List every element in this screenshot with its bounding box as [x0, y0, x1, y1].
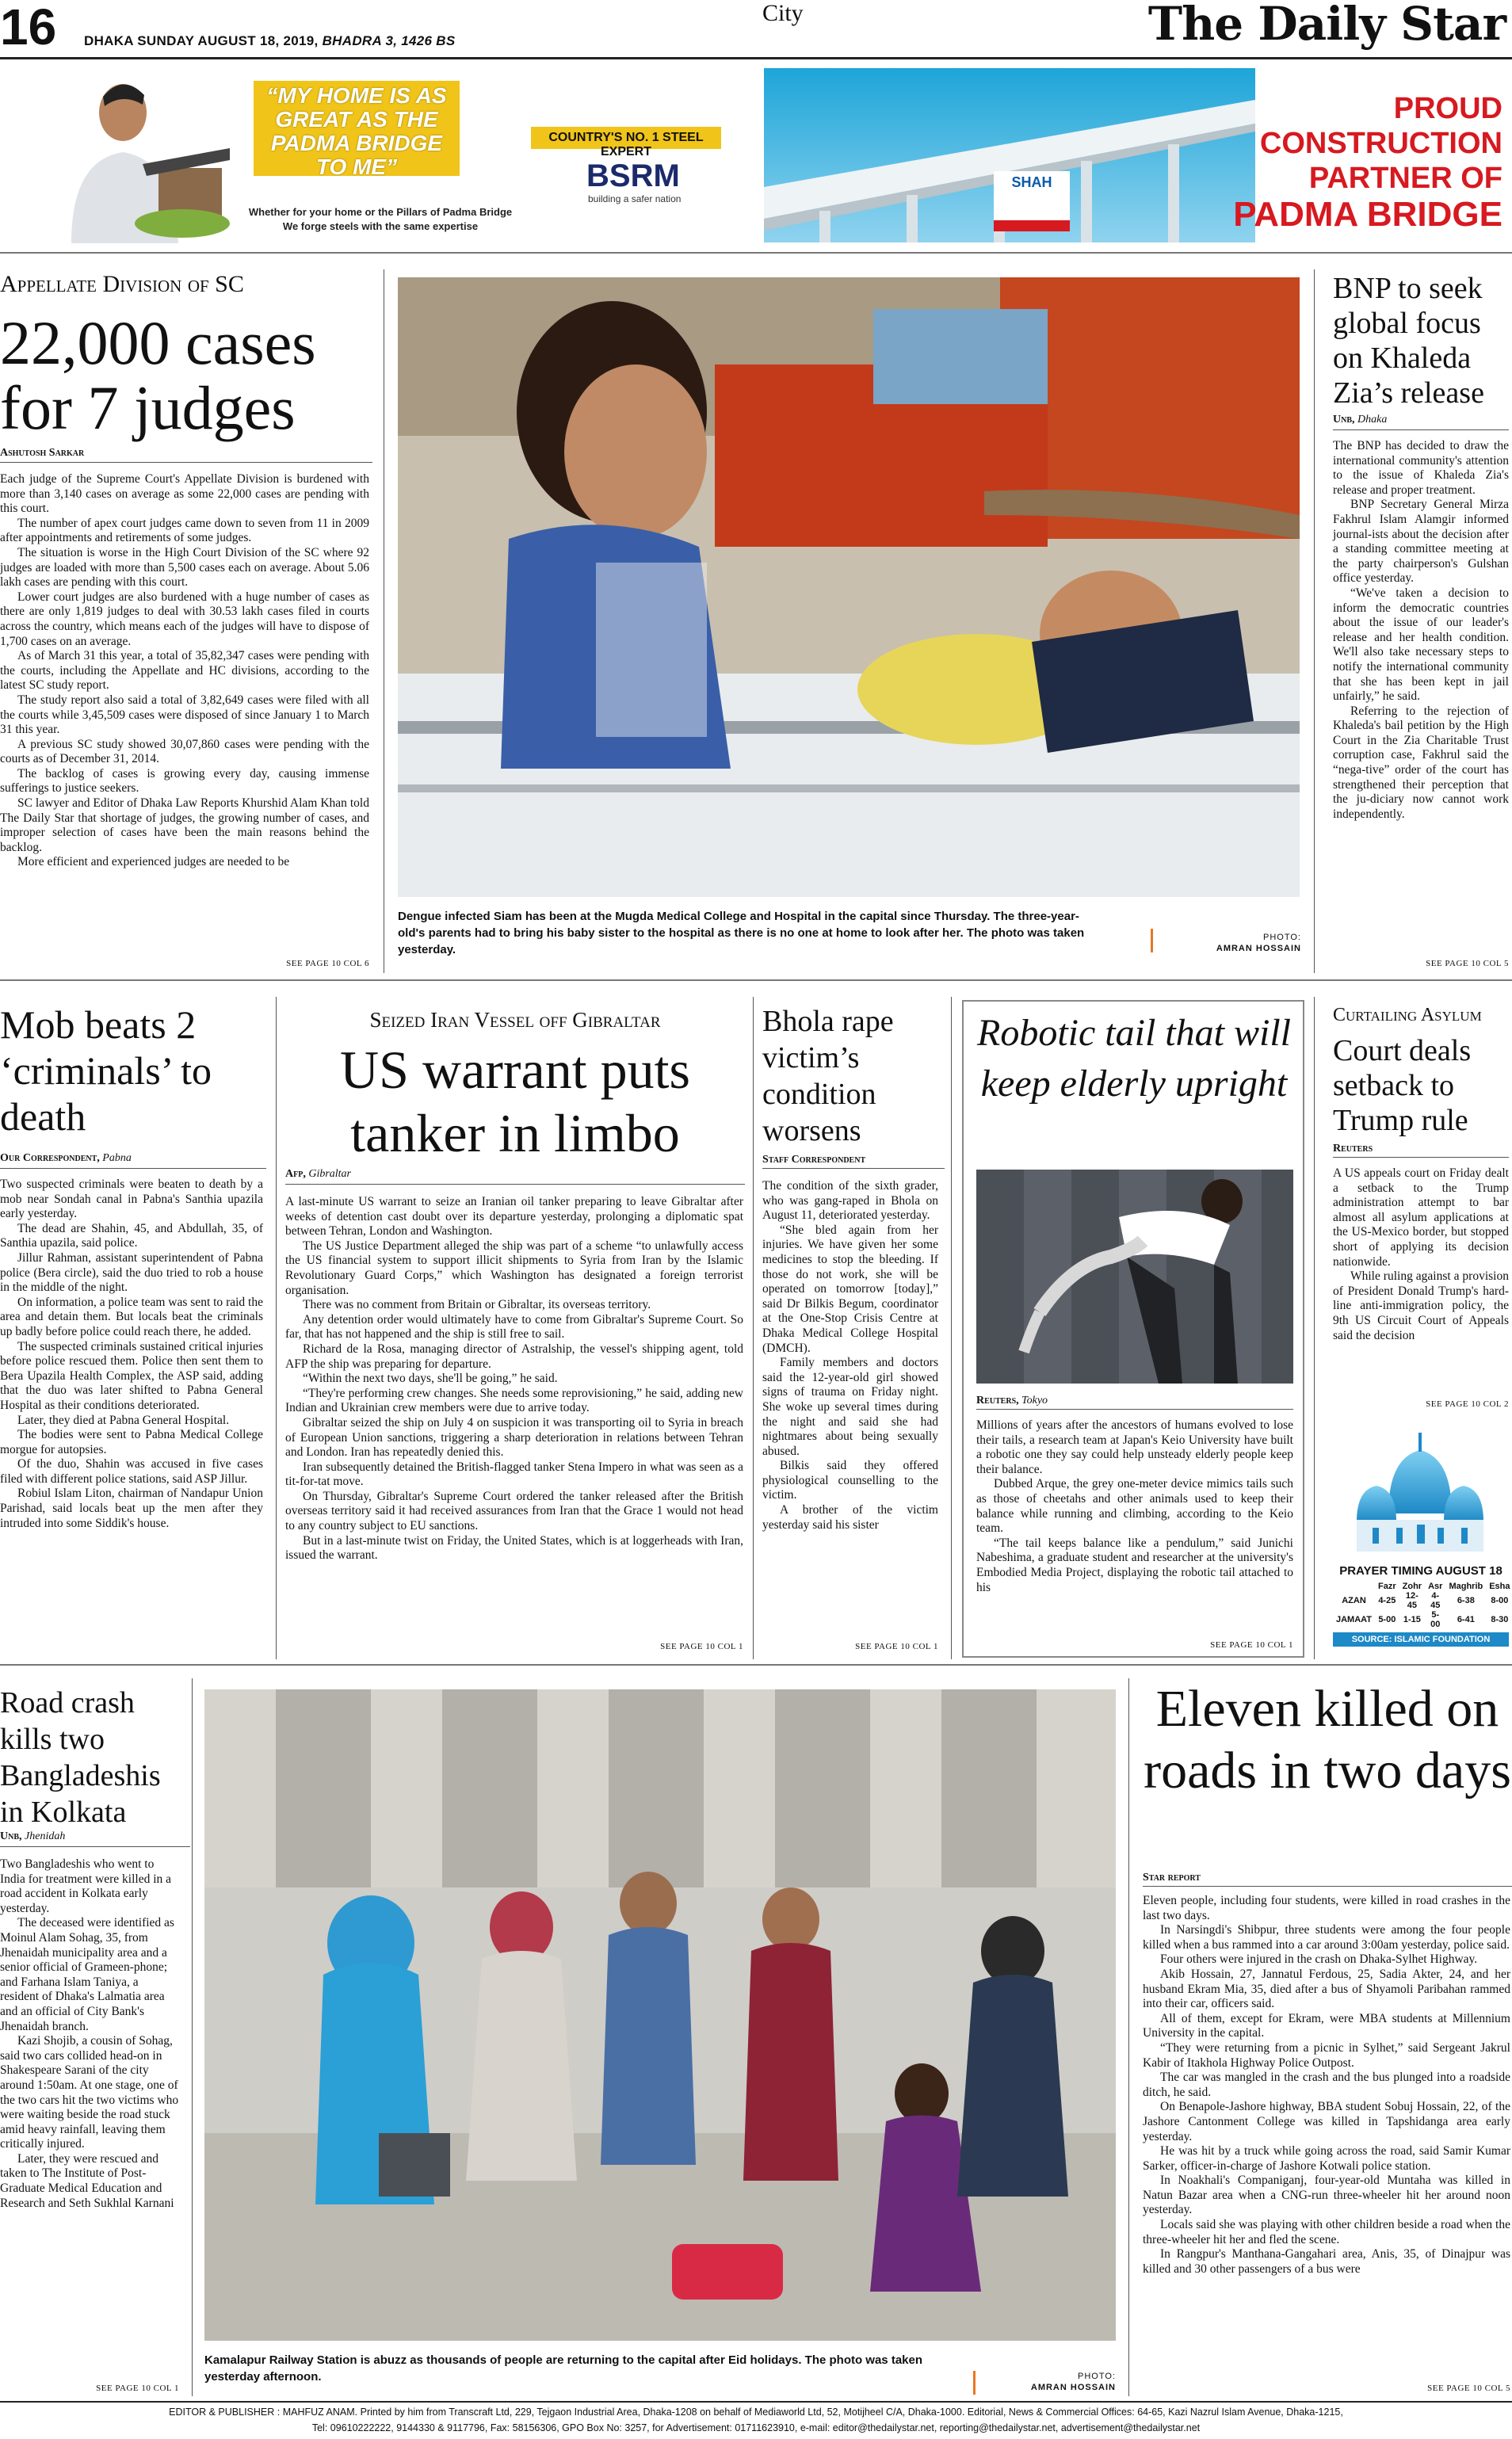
paragraph: “She bled again from her injuries. We have given her some medicines to stop the bleeding. If those do not work, she will be operated on tomorrow [today],” said Dr Bilkis Begum, coordinator at the One-Stop Crisis Centre at Dhaka Medical College Hospital (DMCH).	[762, 1223, 938, 1355]
paragraph: Four others were injured in the crash on Dhaka-Sylhet Highway.	[1160, 1952, 1478, 1967]
byline-name: Unb,	[0, 1830, 22, 1842]
section-name: City	[762, 0, 804, 26]
paragraph: The bodies were sent to Pabna Medical College morgue for autopsies.	[0, 1428, 263, 1456]
row-rule-2	[0, 1664, 1512, 1666]
shah-logo-text: SHAH	[1011, 174, 1052, 190]
dengue-caption: Dengue infected Siam has been at the Mugda Medical College and Hospital in the capital since Thursday. The three-year-old's parents had to bring his baby sister to the hospital as there is no one at home to look after her. The photo was taken yesterday.	[398, 910, 1085, 956]
paragraph: Iran subsequently detained the British-flagged tanker Stena Impero in what was seen as a tit-for-tat move.	[285, 1460, 743, 1489]
trump-jump[interactable]: SEE PAGE 10 COL 2	[1426, 1399, 1509, 1409]
prayer-cell: AZAN	[1342, 1596, 1366, 1605]
bnp-byline: Unb, Dhaka	[1333, 414, 1388, 426]
dengue-photo	[398, 277, 1300, 897]
paragraph: Richard de la Rosa, managing director of Astralship, the vessel's shipping agent, told AFP the ship was preparing for departure.	[285, 1342, 743, 1371]
bhola-jump[interactable]: SEE PAGE 10 COL 1	[855, 1642, 938, 1651]
trump-byline: Reuters	[1333, 1143, 1373, 1155]
prayer-row	[1333, 1610, 1512, 1629]
byline-place: Dhaka	[1357, 414, 1388, 426]
paragraph: “Within the next two days, she'll be going,” he said.	[303, 1372, 558, 1386]
col-rule	[753, 997, 754, 1659]
paragraph: But in a last-minute twist on Friday, the United States, which is at loggerheads with Iran, issued the warrant.	[285, 1533, 743, 1563]
station-caption: Kamalapur Railway Station is abuzz as thousands of people are returning to the capital after Eid holidays. The photo was taken yesterday afternoon.	[204, 2353, 923, 2384]
ad-person-graphic	[48, 73, 230, 243]
mob-byline	[0, 1152, 132, 1165]
cases-body	[0, 472, 369, 870]
prayer-header: Fazr	[1378, 1582, 1396, 1591]
paragraph: Kazi Shojib, a cousin of Sohag, said two cars collided head-on in Shakespeare Sarani of the city around 1:50am. At one stage, one of the two cars hit the two victims who were waiting beside the road stuck amid heavy rainfall, leaving them critically injured.	[0, 2034, 179, 2151]
paragraph: Later, they died at Pabna General Hospital.	[17, 1413, 230, 1427]
paragraph: Lower court judges are also burdened with a huge number of cases as there are only 1,819 judges to deal with 30.53 lakh cases filed in courts across the country, which means each of the judges will have to dispose of 1,700 cases on an average.	[0, 590, 369, 648]
prayer-cell: 1-15	[1403, 1615, 1421, 1624]
prayer-header	[1333, 1582, 1375, 1591]
ad-line-1: PROUD	[1393, 92, 1502, 125]
prayer-header-row	[1333, 1582, 1512, 1591]
prayer-title: PRAYER TIMING AUGUST 18	[1339, 1564, 1502, 1578]
prayer-header: Zohr	[1402, 1582, 1422, 1591]
paragraph: BNP Secretary General Mirza Fakhrul Islam Alamgir informed journal-ists about the decision after a standing committee meeting at the party chairperson's Gulshan office yesterday.	[1333, 498, 1509, 586]
paragraph: The BNP has decided to draw the international community's attention to the issue of Khaleda Zia's release and proper treatment.	[1333, 439, 1509, 497]
bhola-byline: Staff Correspondent	[762, 1154, 866, 1166]
prayer-header: Esha	[1489, 1582, 1510, 1591]
paragraph: A brother of the victim yesterday said his sister	[762, 1503, 938, 1532]
paragraph: “They're performing crew changes. She needs some reprovisioning,” he said, adding new Indian and Ukrainian crew members were due to arrive today.	[285, 1386, 743, 1415]
eleven-byline-rule	[1143, 1886, 1512, 1887]
cases-headline[interactable]: 22,000 cases for 7 judges	[0, 308, 316, 442]
eleven-headline[interactable]: Eleven killed on roads in two days	[1144, 1680, 1511, 1800]
robotic-byline-rule	[976, 1409, 1293, 1410]
mob-byline-rule	[0, 1168, 266, 1169]
dengue-photo-graphic	[398, 277, 1300, 897]
paragraph: Two Bangladeshis who went to India for treatment were killed in a road accident in Kolkata early yesterday.	[0, 1857, 172, 1915]
mob-body	[0, 1178, 263, 1531]
paragraph: SC lawyer and Editor of Dhaka Law Reports Khurshid Alam Khan told The Daily Star that shortage of judges, the growing number of cases, and improper selection of cases have been the main reasons behind the backlog.	[0, 796, 369, 854]
caption-tick	[973, 2371, 976, 2395]
kolkata-byline-rule	[0, 1846, 190, 1847]
bsrm-logo-sub: building a safer nation	[588, 193, 682, 204]
paragraph: Each judge of the Supreme Court's Appellate Division is burdened with more than 3,140 cases on average as some 22,000 cases are pending with this court.	[0, 472, 369, 516]
footer-rule	[0, 2401, 1512, 2403]
prayer-row	[1333, 1591, 1512, 1610]
paragraph: Dubbed Arque, the grey one-meter device mimics tails such as those of cheetahs and other animals used to keep their balance while running and climbing, according to the Keio team.	[976, 1477, 1293, 1536]
station-credit	[983, 2371, 1116, 2393]
paragraph: He was hit by a truck while going across the road, said Samir Kumar Sarker, officer-in-charge of Jashore Kotwali police station.	[1143, 2144, 1510, 2173]
row-rule-1	[0, 979, 1512, 981]
credit-name: AMRAN HOSSAIN	[1030, 2383, 1116, 2392]
brand-logo: The Daily Star	[1147, 0, 1506, 51]
prayer-source: SOURCE: ISLAMIC FOUNDATION	[1333, 1632, 1509, 1647]
paragraph: On Benapole-Jashore highway, BBA student Sobuj Hossain, 22, of the Jashore Cantonment College was killed in Tapshidanga area early yesterday.	[1143, 2100, 1510, 2143]
paragraph: There was no comment from Britain or Gibraltar, its overseas territory.	[303, 1298, 651, 1312]
paragraph: In Narsingdi's Shibpur, three students were among the four people killed when a bus rammed into a car around 3:00am yesterday, police said.	[1143, 1923, 1510, 1952]
tanker-kicker: Seized Iran Vessel off Gibraltar	[369, 1008, 661, 1032]
robotic-photo-graphic	[976, 1170, 1293, 1384]
byline-name: Afp,	[285, 1168, 306, 1180]
paragraph: Of the duo, Shahin was accused in five cases filed with different police stations, said ASP Jillur.	[0, 1457, 263, 1486]
byline-place: Gibraltar	[308, 1168, 352, 1180]
paragraph: While ruling against a provision of President Donald Trump's hard-line anti-immigration policy, the 9th US Circuit Court of Appeals said the decision	[1333, 1269, 1509, 1342]
eleven-jump[interactable]: SEE PAGE 10 COL 5	[1427, 2384, 1510, 2393]
paragraph: The suspected criminals sustained critical injuries before police rescued them. Police then sent them to Bera Upazila Health Complex, the ASP said, adding that the duo was later shifted to Pabna General Hospital as their conditions deteriorated.	[0, 1339, 263, 1412]
paragraph: Gibraltar seized the ship on July 4 on suspicion it was transporting oil to Syria in breach of European Union sanctions, triggering a sharp deterioration in relations between Tehran and London. Iran has repeatedly denied this.	[285, 1415, 743, 1460]
robotic-headline[interactable]: Robotic tail that will keep elderly upright	[977, 1012, 1291, 1105]
paragraph: All of them, except for Ekram, were MBA students at Millennium University in the capital.	[1143, 2011, 1510, 2040]
dateline	[84, 33, 456, 49]
paragraph: Bilkis said they offered physiological counselling to the victim.	[762, 1459, 938, 1502]
tanker-byline-rule	[285, 1184, 745, 1185]
eleven-byline: Star report	[1143, 1872, 1201, 1884]
prayer-table	[1333, 1582, 1512, 1629]
paragraph: A previous SC study showed 30,07,860 cases were pending with the courts as of December 31, 2014.	[0, 737, 369, 766]
station-photo	[204, 1689, 1116, 2341]
paragraph: In Rangpur's Manthana-Gangahari area, Anis, 35, of Dinajpur was killed and 30 other passengers of a bus were	[1143, 2247, 1510, 2276]
dateline-bs: BHADRA 3, 1426 BS	[322, 33, 456, 48]
paragraph: Referring to the rejection of Khaleda's bail petition by the High Court in the Zia Charitable Trust corruption case, Fakhrul said the “nega-tive” order of the court has strengthened their perception that the ju-diciary now cannot work independently.	[1333, 704, 1509, 821]
paragraph: Locals said she was playing with other children beside a road when the three-wheeler hit her and fled the scene.	[1143, 2218, 1510, 2246]
kolkata-jump[interactable]: SEE PAGE 10 COL 1	[96, 2384, 179, 2393]
col-rule	[1314, 269, 1315, 973]
footer-line-1: EDITOR & PUBLISHER : MAHFUZ ANAM. Printed by him from Transcraft Ltd, 229, Tejgaon Industrial Area, Dhaka-1208 on behalf of Mediaworld Ltd, 52, Motijheel C/A, Dhaka-1000. Editorial, News & Commercial Offices: 64-65, Kazi Nazrul Islam Avenue, Dhaka-1215,	[169, 2407, 1343, 2418]
cases-byline: Ashutosh Sarkar	[0, 447, 85, 459]
prayer-cell: 6-41	[1457, 1615, 1475, 1624]
robotic-byline	[976, 1395, 1048, 1407]
prayer-cell: 6-38	[1457, 1596, 1475, 1605]
ads-rule	[0, 252, 1512, 254]
shah-logo-sub: CEMENT	[1013, 208, 1051, 217]
ad-line-2: CONSTRUCTION	[1259, 127, 1502, 160]
col-rule	[951, 997, 952, 1659]
col-rule	[276, 997, 277, 1659]
kolkata-byline	[0, 1830, 65, 1843]
prayer-box	[1333, 1418, 1509, 1656]
bnp-body	[1333, 439, 1509, 822]
tanker-body	[285, 1195, 743, 1563]
prayer-header: Maghrib	[1449, 1582, 1483, 1591]
credit-label: PHOTO:	[1263, 933, 1301, 942]
bhola-byline-rule	[762, 1168, 945, 1169]
mob-headline[interactable]: Mob beats 2 ‘criminals’ to death	[0, 1002, 212, 1139]
paragraph: A last-minute US warrant to seize an Iranian oil tanker preparing to leave Gibraltar after weeks of detention cast doubt over its departure yesterday, prolonging a diplomatic spat between Tehran, London and Washington.	[285, 1195, 743, 1239]
prayer-cell: JAMAAT	[1336, 1615, 1373, 1624]
paragraph: Later, they were rescued and taken to The Institute of Post-Graduate Medical Education and Research and Seth Sukhlal Karnani	[0, 2151, 174, 2210]
bnp-byline-rule	[1333, 429, 1509, 430]
bhola-headline[interactable]: Bhola rape victim’s condition worsens	[762, 1005, 894, 1147]
prayer-cell: 5-00	[1430, 1610, 1441, 1629]
paragraph: The car was mangled in the crash and the bus plunged into a roadside ditch, he said.	[1143, 2071, 1510, 2099]
bsrm-ad[interactable]	[0, 65, 759, 247]
paragraph: The backlog of cases is growing every day, causing immense sufferings to justice seekers.	[0, 766, 369, 796]
byline-name: Reuters,	[976, 1395, 1019, 1407]
ad-tagline: COUNTRY'S NO. 1 STEEL EXPERT	[548, 131, 704, 158]
paragraph: The deceased were identified as Moinul Alam Sohag, 35, from Jhenaidah municipality area and a senior official of Grameen-phone; and Farhana Islam Taniya, a resident of Dhaka's Lalmatia area and an official of City Bank's Jhenaidah branch.	[0, 1916, 174, 2033]
prayer-header: Asr	[1428, 1582, 1443, 1591]
paragraph: The condition of the sixth grader, who was gang-raped in Bhola on August 11, deteriorated yesterday.	[762, 1179, 938, 1223]
caption-tick	[1151, 929, 1153, 952]
masthead-rule	[0, 57, 1512, 59]
page-number: 16	[0, 0, 57, 55]
shah-cement-ad[interactable]	[764, 68, 1512, 242]
paragraph: The situation is worse in the High Court Division of the SC where 92 judges are loaded with more than 5,500 cases each on average. About 5.06 lakh cases are pending with this court.	[0, 545, 369, 590]
paragraph: “They were returning from a picnic in Sylhet,” said Sergeant Jakrul Kabir of Itakhola Highway Police Outpost.	[1143, 2040, 1510, 2070]
paragraph: Eleven people, including four students, were killed in road crashes in the last two days.	[1143, 1894, 1510, 1922]
footer-line-2: Tel: 09610222222, 9144330 & 9117796, Fax: 58156306, GPO Box No: 3257, for Advertisement: 01711623910, e-mail: editor@thedailystar.net, reporting@thedailystar.net, advertisement@thedailystar.net	[311, 2422, 1201, 2433]
byline-place: Tokyo	[1021, 1395, 1048, 1407]
paragraph: The US Justice Department alleged the ship was part of a scheme “to unlawfully access the US financial system to support illicit shipments to Syria from Iran by the Islamic Revolutionary Guard Corps,” which Washington has designated a foreign terrorist organisation.	[285, 1239, 743, 1297]
paragraph: Millions of years after the ancestors of humans evolved to lose their tails, a research team at Japan's Keio University have built a robotic one they say could help unsteady elderly people keep their balance.	[976, 1418, 1293, 1476]
paragraph: Robiul Islam Liton, chairman of Nandapur Union Parishad, said locals beat up the men after they intruded into some Siddik's house.	[0, 1487, 263, 1530]
prayer-cell: 5-00	[1378, 1615, 1396, 1624]
paragraph: A US appeals court on Friday dealt a setback to the Trump administration attempt to bar almost all asylum applications at the US-Mexico border, but stopped short of applying its decision nationwide.	[1333, 1166, 1509, 1269]
col-rule	[192, 1678, 193, 2396]
paragraph: The number of apex court judges came down to seven from 11 in 2009 after appointments and retirements of some judges.	[0, 516, 369, 545]
trump-headline[interactable]: Court deals setback to Trump rule	[1333, 1034, 1472, 1137]
paragraph: Any detention order would ultimately have to come from Gibraltar's Supreme Court. So far, that has not happened and the ship is still free to sail.	[285, 1312, 743, 1342]
ad-sub-line-2: We forge steels with the same expertise	[282, 220, 479, 232]
tanker-byline	[285, 1168, 351, 1181]
paragraph: “The tail keeps balance like a pendulum,” said Junichi Nabeshima, a graduate student and researcher at the university's Embodied Media Project, displaying the robotic tail attached to his	[976, 1536, 1293, 1594]
prayer-cell: 12-45	[1405, 1591, 1418, 1610]
tanker-headline[interactable]: US warrant puts tanker in limbo	[340, 1040, 690, 1163]
dengue-credit	[1165, 932, 1301, 954]
credit-label: PHOTO:	[1078, 2372, 1116, 2381]
prayer-cell: 4-45	[1430, 1591, 1441, 1610]
robotic-body	[976, 1418, 1293, 1595]
paragraph: Jillur Rahman, assistant superintendent of Pabna police (Bera circle), said the duo tried to rob a house in the middle of the night.	[0, 1250, 263, 1295]
mosque-icon	[1349, 1418, 1491, 1561]
paragraph: In Noakhali's Companiganj, four-year-old Muntaha was killed in Natun Bazar area when a CNG-run three-wheeler hit her around noon yesterday.	[1143, 2174, 1510, 2217]
paragraph: Two suspected criminals were beaten to death by a mob near Sondah canal in Pabna's Santhia upazila early yesterday.	[0, 1178, 263, 1221]
paragraph: As of March 31 this year, a total of 35,82,347 cases were pending with the courts, including the Appellate and HC divisions, according to the latest SC study report.	[0, 649, 369, 693]
credit-name: AMRAN HOSSAIN	[1216, 944, 1301, 953]
ad-sub-line-1: Whether for your home or the Pillars of Padma Bridge	[248, 206, 513, 218]
bnp-headline[interactable]: BNP to seek global focus on Khaleda Zia’s release	[1333, 272, 1484, 410]
paragraph: On Thursday, Gibraltar's Supreme Court ordered the tanker released after the British overseas territory said it had received assurances from Iran that the Grace 1 would not head to any country subject to EU sanctions.	[285, 1489, 743, 1533]
trump-kicker: Curtailing Asylum	[1333, 1005, 1482, 1025]
ad-quote: “MY HOME IS AS GREAT AS THE PADMA BRIDGE TO ME”	[266, 83, 447, 179]
prayer-cell: 4-25	[1378, 1596, 1396, 1605]
paragraph: More efficient and experienced judges are needed to be	[17, 855, 290, 869]
prayer-cell: 8-00	[1491, 1596, 1509, 1605]
ad-line-3: PARTNER OF	[1308, 162, 1502, 195]
trump-byline-rule	[1333, 1157, 1509, 1158]
cases-kicker: Appellate Division of SC	[0, 271, 244, 297]
paragraph: Family members and doctors said the 12-year-old girl showed signs of trauma on Friday night. She woke up several times during the night and said she had nightmares about being sexually abused.	[762, 1356, 938, 1458]
byline-place: Jhenidah	[25, 1830, 66, 1842]
robotic-photo	[976, 1170, 1293, 1384]
byline-place: Pabna	[102, 1152, 132, 1164]
tanker-jump[interactable]: SEE PAGE 10 COL 1	[660, 1642, 743, 1651]
prayer-cell: 8-30	[1491, 1615, 1509, 1624]
cases-jump[interactable]: SEE PAGE 10 COL 6	[286, 959, 369, 968]
paragraph: “We've taken a decision to inform the democratic countries about the issue of our leader's release and her health condition. We'll also take necessary steps to notify the international community that she has been kept in jail unfairly,” he said.	[1333, 586, 1509, 704]
paragraph: On information, a police team was sent to raid the area and detain them. But locals beat the criminals up badly before police could reach there, he added.	[0, 1295, 263, 1338]
station-photo-graphic	[204, 1689, 1116, 2341]
bsrm-logo: BSRM	[586, 158, 680, 193]
ad-line-4: PADMA BRIDGE	[1233, 195, 1502, 234]
byline-name: Our Correspondent,	[0, 1152, 100, 1164]
paragraph: The dead are Shahin, 45, and Abdullah, 35, of Santhia upazila, said police.	[0, 1221, 263, 1250]
trump-body	[1333, 1166, 1509, 1343]
bnp-jump[interactable]: SEE PAGE 10 COL 5	[1426, 959, 1509, 968]
col-rule	[1128, 1678, 1129, 2396]
byline-name: Unb	[1333, 414, 1353, 426]
kolkata-body	[0, 1857, 179, 2211]
bhola-body	[762, 1179, 938, 1532]
paragraph: The study report also said a total of 3,82,649 cases were filed with all the courts while 3,45,509 cases were disposed of since January 1 to March 31 this year.	[0, 693, 369, 737]
eleven-body	[1143, 1894, 1510, 2277]
col-rule	[1314, 997, 1315, 1659]
cases-byline-rule	[0, 462, 372, 463]
paragraph: Akib Hossain, 27, Jannatul Ferdous, 25, Sadia Akter, 24, and her husband Ekram Mia, 35, died after a bus of Shyamoli Paribahan rammed into their car, officers said.	[1143, 1967, 1510, 2011]
dateline-date: DHAKA SUNDAY AUGUST 18, 2019,	[84, 33, 323, 48]
kolkata-headline[interactable]: Road crash kills two Bangladeshis in Kolkata	[0, 1686, 161, 1829]
robotic-jump[interactable]: SEE PAGE 10 COL 1	[1210, 1640, 1293, 1650]
